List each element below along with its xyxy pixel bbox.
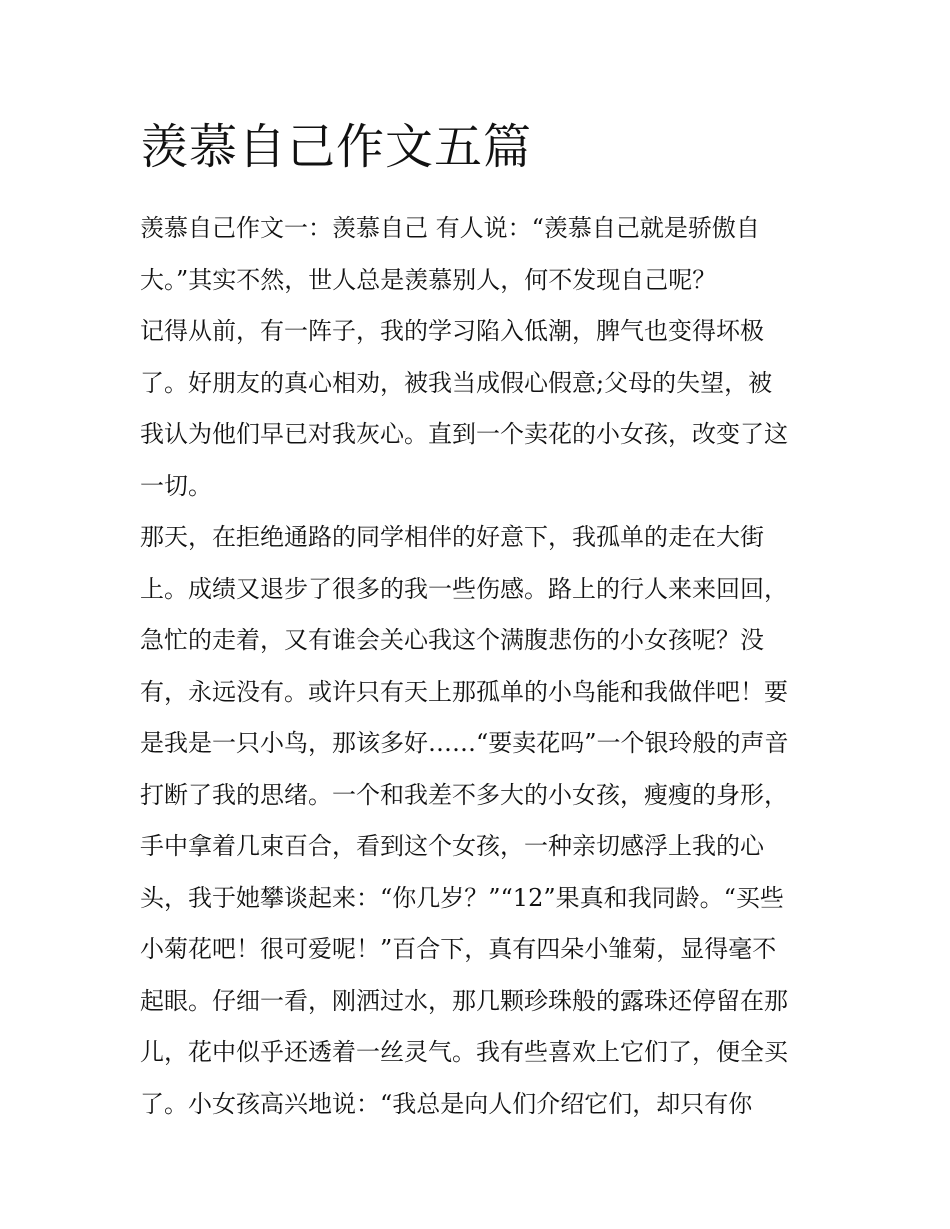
text-line: 儿，花中似乎还透着一丝灵气。我有些喜欢上它们了，便全买 xyxy=(140,1038,788,1066)
text-line: 有，永远没有。或许只有天上那孤单的小鸟能和我做伴吧！要 xyxy=(140,677,788,706)
text-line: 了。好朋友的真心相劝，被我当成假心假意;父母的失望，被 xyxy=(140,368,773,397)
text-line: 起眼。仔细一看，刚洒过水，那几颗珍珠般的露珠还停留在那 xyxy=(140,986,788,1015)
text-line: 那天，在拒绝通路的同学相伴的好意下，我孤单的走在大街 xyxy=(140,523,764,551)
text-line: 一切。 xyxy=(140,471,212,500)
text-line: 了。小女孩高兴地说：“我总是向人们介绍它们，却只有你 xyxy=(140,1089,753,1118)
text-line: 小菊花吧！很可爱呢！”百合下，真有四朵小雏菊，显得毫不 xyxy=(140,935,777,963)
text-line: 头，我于她攀谈起来：“你几岁？”“12”果真和我同龄。“买些 xyxy=(140,883,784,912)
text-line: 急忙的走着，又有谁会关心我这个满腹悲伤的小女孩呢？没 xyxy=(140,626,764,654)
document-title: 羡慕自己作文五篇 xyxy=(140,119,533,175)
text-line: 羡慕自己作文一：羡慕自己 有人说：“羡慕自己就是骄傲自 xyxy=(140,214,760,242)
text-line: 手中拿着几束百合，看到这个女孩，一种亲切感浮上我的心 xyxy=(140,832,764,860)
text-line: 上。成绩又退步了很多的我一些伤感。路上的行人来来回回， xyxy=(140,574,788,603)
text-line: 是我是一只小鸟，那该多好……“要卖花吗”一个银玲般的声音 xyxy=(140,729,789,757)
text-line: 大。”其实不然，世人总是羡慕别人，何不发现自己呢？ xyxy=(140,265,717,294)
text-line: 打断了我的思绪。一个和我差不多大的小女孩，瘦瘦的身形， xyxy=(140,780,788,809)
essay-body xyxy=(140,203,820,1130)
text-line: 我认为他们早已对我灰心。直到一个卖花的小女孩，改变了这 xyxy=(140,420,788,448)
text-line: 记得从前，有一阵子，我的学习陷入低潮，脾气也变得坏极 xyxy=(140,317,764,345)
